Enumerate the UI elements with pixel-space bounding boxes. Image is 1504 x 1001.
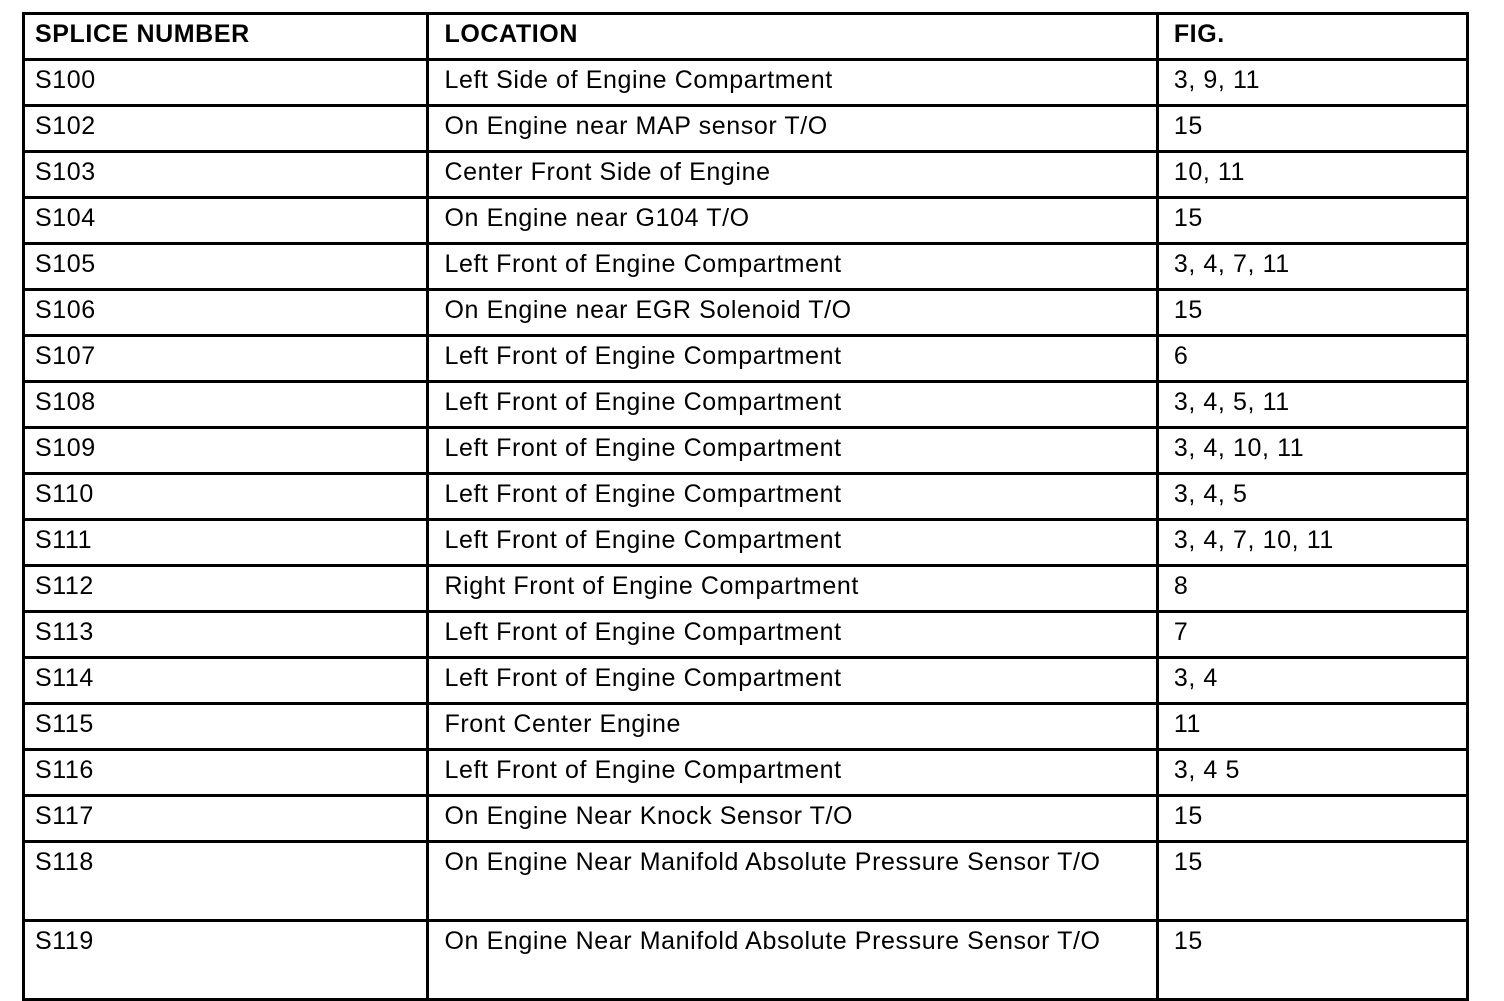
fig-cell: 7 — [1157, 612, 1467, 658]
fig-cell: 15 — [1157, 842, 1467, 921]
table-row — [24, 842, 1468, 921]
splice-number-cell: S102 — [24, 106, 428, 152]
location-cell: Left Front of Engine Compartment — [428, 750, 1157, 796]
fig-cell: 3, 4 5 — [1157, 750, 1467, 796]
splice-number-cell: S108 — [24, 382, 428, 428]
fig-cell: 15 — [1157, 106, 1467, 152]
table-row — [24, 290, 1468, 336]
table-row — [24, 704, 1468, 750]
table-row — [24, 382, 1468, 428]
location-cell: Left Front of Engine Compartment — [428, 520, 1157, 566]
fig-cell: 8 — [1157, 566, 1467, 612]
location-cell: Right Front of Engine Compartment — [428, 566, 1157, 612]
header-fig: FIG. — [1157, 14, 1467, 60]
location-cell: Left Front of Engine Compartment — [428, 612, 1157, 658]
fig-cell: 3, 4, 7, 11 — [1157, 244, 1467, 290]
table-row — [24, 658, 1468, 704]
fig-cell: 3, 4 — [1157, 658, 1467, 704]
splice-number-cell: S113 — [24, 612, 428, 658]
header-splice-number: SPLICE NUMBER — [24, 14, 428, 60]
splice-number-cell: S100 — [24, 60, 428, 106]
splice-number-cell: S118 — [24, 842, 428, 921]
splice-number-cell: S103 — [24, 152, 428, 198]
table-row — [24, 921, 1468, 1000]
table-row — [24, 520, 1468, 566]
splice-table — [22, 12, 1469, 1001]
location-cell: Left Side of Engine Compartment — [428, 60, 1157, 106]
header-location: LOCATION — [428, 14, 1157, 60]
location-cell: On Engine Near Knock Sensor T/O — [428, 796, 1157, 842]
splice-number-cell: S110 — [24, 474, 428, 520]
table-row — [24, 152, 1468, 198]
fig-cell: 10, 11 — [1157, 152, 1467, 198]
splice-number-cell: S111 — [24, 520, 428, 566]
location-cell: On Engine Near Manifold Absolute Pressure Sensor T/O — [428, 842, 1157, 921]
table-row — [24, 198, 1468, 244]
table-row — [24, 750, 1468, 796]
splice-number-cell: S104 — [24, 198, 428, 244]
location-cell: Left Front of Engine Compartment — [428, 658, 1157, 704]
table-row — [24, 474, 1468, 520]
fig-cell: 11 — [1157, 704, 1467, 750]
splice-number-cell: S119 — [24, 921, 428, 1000]
fig-cell: 3, 4, 7, 10, 11 — [1157, 520, 1467, 566]
table-row — [24, 60, 1468, 106]
splice-number-cell: S117 — [24, 796, 428, 842]
splice-number-cell: S109 — [24, 428, 428, 474]
fig-cell: 6 — [1157, 336, 1467, 382]
location-cell: Left Front of Engine Compartment — [428, 428, 1157, 474]
location-cell: On Engine near G104 T/O — [428, 198, 1157, 244]
table-row — [24, 244, 1468, 290]
fig-cell: 15 — [1157, 290, 1467, 336]
fig-cell: 3, 4, 10, 11 — [1157, 428, 1467, 474]
location-cell: Left Front of Engine Compartment — [428, 474, 1157, 520]
splice-number-cell: S114 — [24, 658, 428, 704]
splice-number-cell: S105 — [24, 244, 428, 290]
location-cell: Left Front of Engine Compartment — [428, 382, 1157, 428]
splice-number-cell: S106 — [24, 290, 428, 336]
table-row — [24, 336, 1468, 382]
fig-cell: 3, 4, 5 — [1157, 474, 1467, 520]
fig-cell: 15 — [1157, 198, 1467, 244]
table-row — [24, 566, 1468, 612]
table-row — [24, 796, 1468, 842]
location-cell: On Engine near MAP sensor T/O — [428, 106, 1157, 152]
location-cell: Left Front of Engine Compartment — [428, 336, 1157, 382]
location-cell: Center Front Side of Engine — [428, 152, 1157, 198]
header-row — [24, 14, 1468, 60]
splice-number-cell: S115 — [24, 704, 428, 750]
fig-cell: 15 — [1157, 796, 1467, 842]
splice-number-cell: S116 — [24, 750, 428, 796]
location-cell: Front Center Engine — [428, 704, 1157, 750]
location-cell: On Engine near EGR Solenoid T/O — [428, 290, 1157, 336]
fig-cell: 3, 9, 11 — [1157, 60, 1467, 106]
location-cell: Left Front of Engine Compartment — [428, 244, 1157, 290]
table-row — [24, 428, 1468, 474]
fig-cell: 3, 4, 5, 11 — [1157, 382, 1467, 428]
table-body — [24, 60, 1468, 1000]
splice-number-cell: S112 — [24, 566, 428, 612]
table-row — [24, 106, 1468, 152]
table-row — [24, 612, 1468, 658]
fig-cell: 15 — [1157, 921, 1467, 1000]
location-cell: On Engine Near Manifold Absolute Pressure Sensor T/O — [428, 921, 1157, 1000]
splice-number-cell: S107 — [24, 336, 428, 382]
